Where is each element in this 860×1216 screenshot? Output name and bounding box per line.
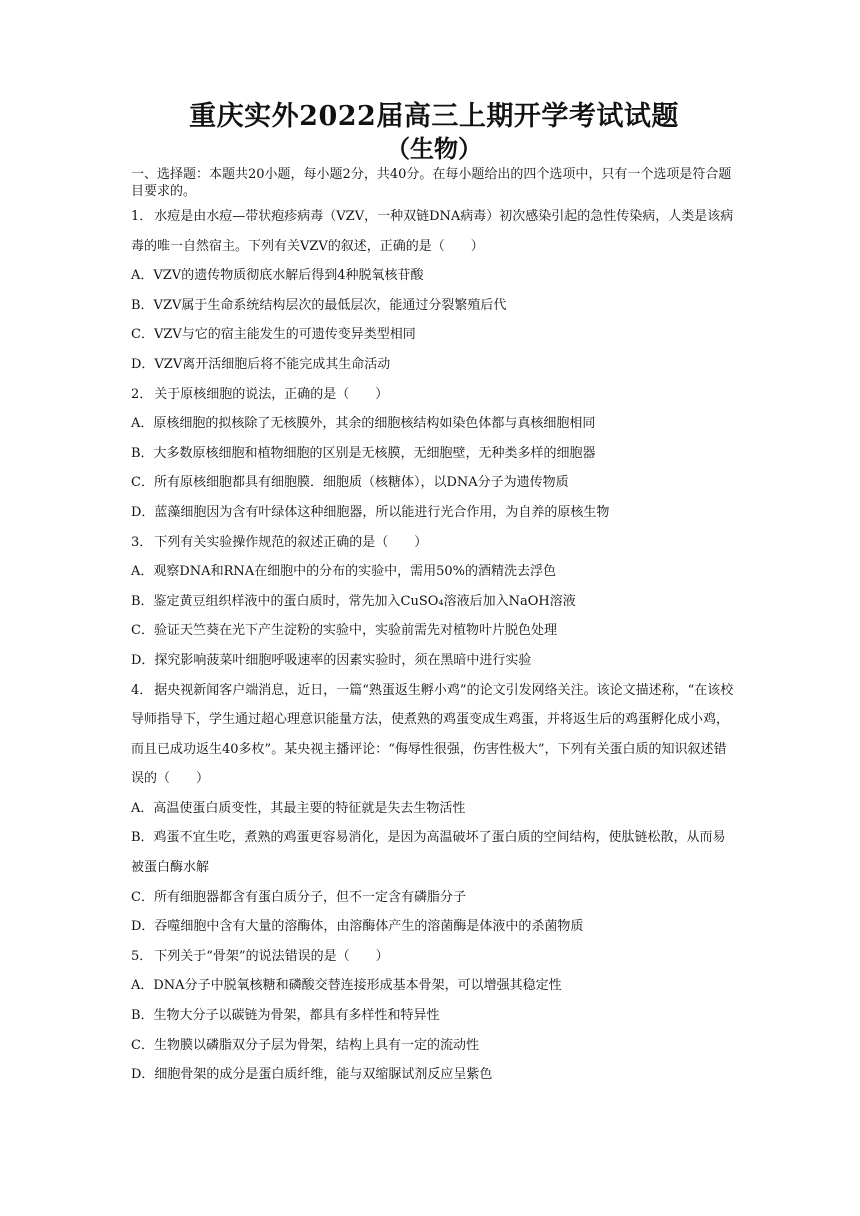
option-a: A．高温使蛋白质变性，其最主要的特征就是失去生物活性 bbox=[131, 800, 466, 816]
question-number: 2． bbox=[131, 386, 153, 402]
question-2 bbox=[131, 380, 737, 528]
option-c: C．所有细胞器都含有蛋白质分子，但不一定含有磷脂分子 bbox=[131, 889, 466, 905]
question-number: 3． bbox=[131, 534, 153, 550]
exam-page bbox=[131, 100, 737, 1090]
question-text: 水痘是由水痘—带状疱疹病毒（VZV，一种双链DNA病毒）初次感染引起的急性传染病，人类是该病毒的唯一自然宿主。下列有关VZV的叙述，正确的是（ ） bbox=[131, 209, 734, 254]
question-text: 下列有关实验操作规范的叙述正确的是（ ） bbox=[154, 534, 428, 550]
option-a: A．观察DNA和RNA在细胞中的分布的实验中，需用50%的酒精洗去浮色 bbox=[131, 564, 557, 580]
question-text: 下列关于“骨架”的说法错误的是（ ） bbox=[154, 948, 389, 964]
question-stem bbox=[131, 528, 737, 558]
option-d: D．探究影响菠菜叶细胞呼吸速率的因素实验时，须在黑暗中进行实验 bbox=[131, 652, 532, 668]
option-a: A．VZV的遗传物质彻底水解后得到4种脱氧核苷酸 bbox=[131, 268, 424, 284]
question-number: 1． bbox=[131, 209, 153, 224]
option-d: D．VZV离开活细胞后将不能完成其生命活动 bbox=[131, 356, 391, 372]
question-1 bbox=[131, 202, 737, 380]
option-b: B．鸡蛋不宜生吃，煮熟的鸡蛋更容易消化，是因为高温破坏了蛋白质的空间结构，使肽链松散，从而易被蛋白酶水解 bbox=[131, 830, 726, 876]
question-3 bbox=[131, 528, 737, 676]
question-number: 5． bbox=[131, 948, 153, 964]
question-stem bbox=[131, 676, 737, 794]
option-b: B．大多数原核细胞和植物细胞的区别是无核膜，无细胞壁，无种类多样的细胞器 bbox=[131, 445, 596, 461]
question-number: 4． bbox=[131, 682, 153, 698]
question-5 bbox=[131, 942, 737, 1090]
section-instructions: 一、选择题：本题共20小题，每小题2分，共40分。在每小题给出的四个选项中，只有一个选项是符合题目要求的。 bbox=[131, 167, 732, 199]
question-4 bbox=[131, 676, 737, 942]
option-c: C．所有原核细胞都具有细胞膜．细胞质（核糖体），以DNA分子为遗传物质 bbox=[131, 475, 569, 491]
option-d: D．吞噬细胞中含有大量的溶酶体，由溶酶体产生的溶菌酶是体液中的杀菌物质 bbox=[131, 919, 584, 935]
question-text: 关于原核细胞的说法，正确的是（ ） bbox=[154, 386, 389, 402]
option-a: A．DNA分子中脱氧核糖和磷酸交替连接形成基本骨架，可以增强其稳定性 bbox=[131, 978, 562, 994]
option-b: B．生物大分子以碳链为骨架，都具有多样性和特异性 bbox=[131, 1008, 440, 1024]
page-subtitle: （生物） bbox=[386, 134, 482, 163]
question-stem bbox=[131, 202, 737, 261]
page-title: 重庆实外2022届高三上期开学考试试题 bbox=[189, 101, 679, 132]
question-text: 据央视新闻客户端消息，近日，一篇“熟蛋返生孵小鸡”的论文引发网络关注。该论文描述称，“在该校导师指导下，学生通过超心理意识能量方法，使煮熟的鸡蛋变成生鸡蛋，并将返生后的鸡蛋孵化成小鸡，而且已成功返生40多枚”。某央视主播评论：“侮辱性很强，伤害性极大”，下列有关蛋白质的知识叙述错误的（ ） bbox=[131, 682, 734, 787]
question-stem bbox=[131, 942, 737, 972]
option-d: D．细胞骨架的成分是蛋白质纤维，能与双缩脲试剂反应呈紫色 bbox=[131, 1067, 493, 1083]
option-c: C．生物膜以磷脂双分子层为骨架，结构上具有一定的流动性 bbox=[131, 1037, 479, 1053]
option-b: B．VZV属于生命系统结构层次的最低层次，能通过分裂繁殖后代 bbox=[131, 297, 507, 313]
option-c: C．VZV与它的宿主能发生的可遗传变异类型相同 bbox=[131, 327, 416, 343]
question-stem bbox=[131, 380, 737, 410]
option-b: B．鉴定黄豆组织样液中的蛋白质时，常先加入CuSO₄溶液后加入NaOH溶液 bbox=[131, 593, 576, 609]
option-a: A．原核细胞的拟核除了无核膜外，其余的细胞核结构如染色体都与真核细胞相同 bbox=[131, 416, 596, 432]
option-d: D．蓝藻细胞因为含有叶绿体这种细胞器，所以能进行光合作用，为自养的原核生物 bbox=[131, 504, 610, 520]
option-c: C．验证天竺葵在光下产生淀粉的实验中，实验前需先对植物叶片脱色处理 bbox=[131, 623, 557, 639]
